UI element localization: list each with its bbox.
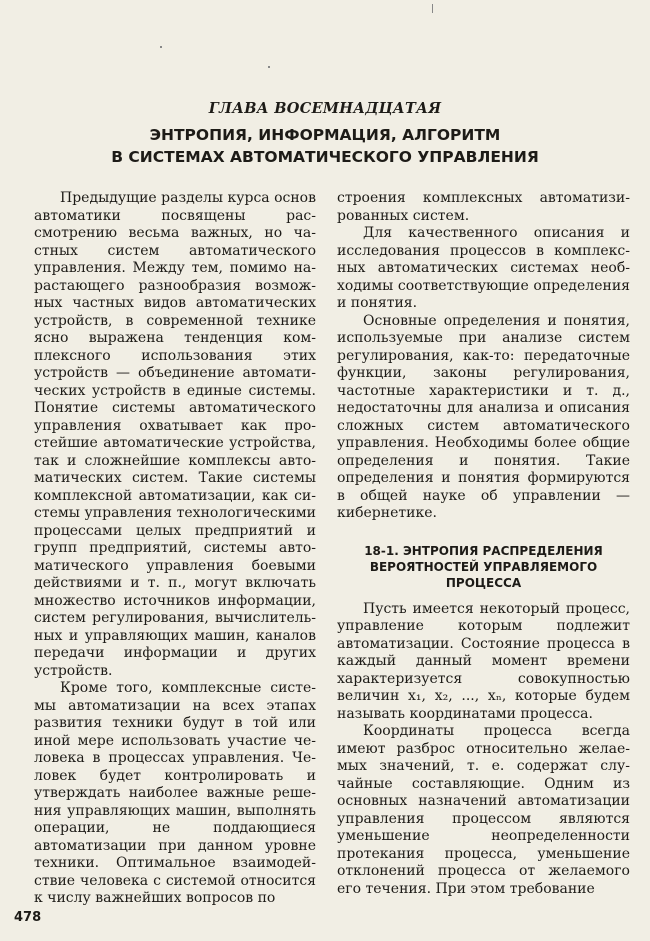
paragraph-continuation: строения комплексных автоматизированных систем.: [337, 190, 630, 224]
paragraph-definitions-needed: Для качественного описания и исследования процессов в комплексных автоматических системах необходимы соответствующие определения и понятия.: [337, 225, 630, 311]
paragraph-random-components: Координаты процесса всегда имеют разброс относительно желаемых значений, т. е. содержат случайные составляющие. Одним из основных назначений автоматизации управления процессом являются уменьшение неопределенности протекания процесса, уменьшение отклонений процесса от желаемого его течения. При этом требование: [337, 723, 630, 897]
section-heading-line-2: ВЕРОЯТНОСТЕЙ УПРАВЛЯЕМОГО: [369, 559, 598, 574]
chapter-title-line-2: В СИСТЕМАХ АВТОМАТИЧЕСКОГО УПРАВЛЕНИЯ: [111, 148, 539, 166]
chapter-label: ГЛАВА ВОСЕМНАДЦАТАЯ: [208, 100, 442, 117]
right-column: [337, 190, 630, 898]
page-number: 478: [14, 910, 42, 925]
scan-mark: [160, 46, 162, 48]
paragraph-human-role: Кроме того, комплексные системы автоматизации на всех этапах развития техники будут в той или иной мере использовать участие человека в процессах управления. Человек будет контролировать и утверждать наиболее важные решения управляющих машин, выполнять операции, не поддающиеся автоматизации при данном уровне техники. Оптимальное взаимодействие человека с системой относится к числу важнейших вопросов по: [34, 680, 316, 906]
chapter-title: [60, 124, 590, 168]
scan-mark: [432, 4, 433, 13]
paragraph-intro: Предыдущие разделы курса основ автоматики посвящены рассмотрению весьма важных, но частных систем автоматического управления. Между тем, помимо нарастающего разнообразия возможных частных видов автоматических устройств, в современной технике ясно выражена тенденция комплексного использования этих устройств — объединение автоматических устройств в единые системы. Понятие системы автоматического управления охватывает как простейшие автоматические устройства, так и сложнейшие комплексы автоматических систем. Такие системы комплексной автоматизации, как системы управления технологическими процессами целых предприятий и групп предприятий, системы автоматического управления боевыми действиями и т. п., могут включать множество источников информации, систем регулирования, вычислительных и управляющих машин, каналов передачи информации и других устройств.: [34, 190, 316, 679]
scan-mark: [268, 66, 270, 68]
section-heading: [337, 543, 630, 591]
section-heading-line-1: 18-1. ЭНТРОПИЯ РАСПРЕДЕЛЕНИЯ: [364, 543, 603, 558]
paragraph-process-coordinates: Пусть имеется некоторый процесс, управление которым подлежит автоматизации. Состояние процесса в каждый данный момент времени характеризуется совокупностью величин x₁, x₂, ..., xₙ, которые будем называть координатами процесса.: [337, 600, 630, 722]
left-column: [34, 190, 316, 908]
paragraph-cybernetics: Основные определения и понятия, используемые при анализе систем регулирования, как-то: передаточные функции, законы регулирования, частотные характеристики и т. д., недостаточны для анализа и описания сложных систем автоматического управления. Необходимы более общие определения и понятия. Такие определения и понятия формируются в общей науке об управлении — кибернетике.: [337, 312, 630, 521]
section-heading-line-3: ПРОЦЕССА: [445, 575, 522, 590]
chapter-title-line-1: ЭНТРОПИЯ, ИНФОРМАЦИЯ, АЛГОРИТМ: [149, 126, 501, 144]
